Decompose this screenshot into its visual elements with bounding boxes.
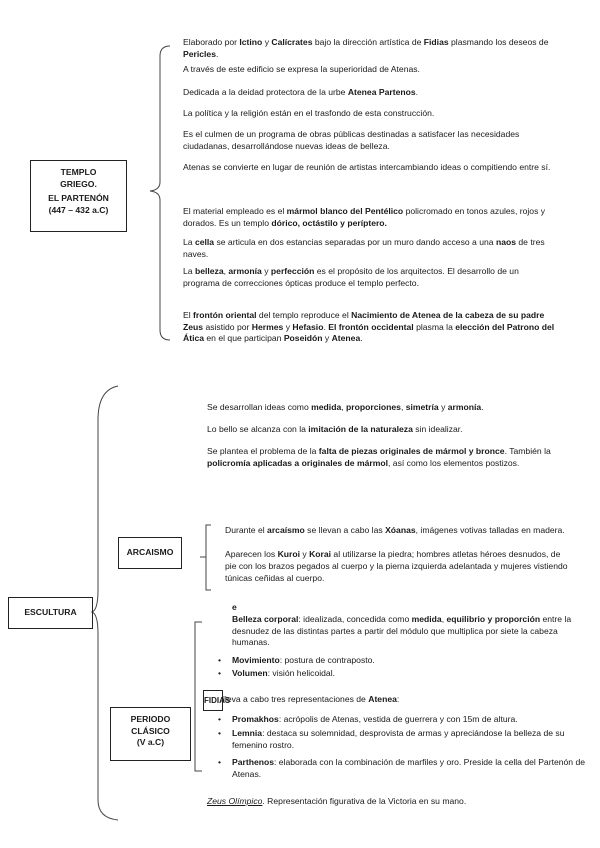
bold-text: frontón oriental xyxy=(193,310,257,320)
belleza-text xyxy=(232,614,592,649)
text-segment: , xyxy=(441,614,447,624)
text-segment: y xyxy=(438,402,448,412)
text-segment: , imágenes votivas talladas en madera. xyxy=(415,525,565,535)
text-segment: Se desarrollan ideas como xyxy=(207,402,312,412)
box-line: EL PARTENÓN xyxy=(48,193,109,203)
arcaismo-text xyxy=(225,524,575,536)
bold-text: naos xyxy=(495,237,517,247)
text-segment: : visión helicoidal. xyxy=(267,668,336,678)
bold-text: elección del Patrono del Ática xyxy=(183,321,555,343)
text-segment: entre la desnudez de las distintas partes a partir del módulo que multiplica por siete la cabeza humanas. xyxy=(232,614,572,647)
zeus-title: Zeus Olímpico xyxy=(207,796,263,806)
box-line: PERIODO xyxy=(130,714,171,724)
bullet-item xyxy=(232,757,587,780)
text-segment: lleva a cabo tres representaciones de xyxy=(223,694,369,704)
bold-text: Xóanas xyxy=(385,525,416,535)
text-segment: de tres naves. xyxy=(183,237,545,259)
text-segment: al utilizarse la piedra; hombres atletas héroes desnudos, de pie con los brazos pegados al cuerpo y la pierna izquierda adelantada y mujeres vistiendo túnicas ceñidas al cuerpo. xyxy=(225,549,568,583)
paragraph xyxy=(183,266,558,289)
paragraph xyxy=(183,37,558,60)
text-segment: A través de este edificio se expresa la superioridad de Atenas. xyxy=(183,64,420,74)
text-segment: : xyxy=(396,694,400,704)
box-line: CLÁSICO xyxy=(131,725,170,736)
text-segment: Atenas se convierte en lugar de reunión de artistas intercambiando ideas o compitiendo entre sí. xyxy=(183,162,551,172)
text-segment: . xyxy=(215,48,219,59)
bold-text: Kuroi xyxy=(277,549,300,559)
box-line: (V a.C) xyxy=(136,737,165,747)
text-segment: del templo reproduce el xyxy=(256,310,352,320)
box-line: (447 – 432 a.C) xyxy=(48,204,109,215)
bold-text: armonía xyxy=(228,266,262,276)
bold-text: Ictino xyxy=(239,37,263,47)
bold-text: Movimiento xyxy=(232,655,280,665)
text-segment: y xyxy=(300,549,310,559)
paragraph xyxy=(207,446,592,469)
bullet-item xyxy=(232,714,587,726)
paragraph xyxy=(183,310,558,345)
text-segment: . xyxy=(360,333,363,343)
bold-text: medida xyxy=(311,402,342,412)
bold-text: Atenea xyxy=(331,333,361,343)
text-segment: : acrópolis de Atenas, vestida de guerrera y con 15m de altura. xyxy=(278,714,518,724)
text-segment: La xyxy=(183,237,195,247)
text-segment: Dedicada a la deidad protectora de la urbe xyxy=(183,87,348,97)
arcaismo-box: ARCAISMO xyxy=(118,537,182,569)
text-segment: plasmando los deseos de xyxy=(448,37,549,47)
text-segment: bajo la dirección artística de xyxy=(312,37,424,47)
bold-text: Calícrates xyxy=(271,37,313,47)
bold-text: Atenea Partenos xyxy=(347,87,416,97)
text-segment: es el propósito de los arquitectos. El desarrollo de un programa de correcciones ópticas produce el templo perfecto. xyxy=(183,266,519,288)
bold-text: Nacimiento de Atenea de la cabeza de su padre Zeus xyxy=(183,310,545,332)
text-segment: Durante el xyxy=(225,525,268,535)
periodo-clasico-box xyxy=(110,707,191,761)
bold-text: simetría xyxy=(405,402,439,412)
bold-text: perfección xyxy=(270,266,315,276)
bold-text: dórico, octástilo y períptero. xyxy=(271,217,387,228)
bold-text: policromía aplicadas a originales de mármol xyxy=(207,457,389,468)
bold-text: arcaísmo xyxy=(267,525,305,535)
bold-text: proporciones xyxy=(346,402,401,412)
text-segment: y xyxy=(261,266,271,276)
bold-text: Hefasio xyxy=(292,321,324,332)
bold-text: El frontón occidental xyxy=(328,321,414,332)
escultura-box: ESCULTURA xyxy=(8,597,93,629)
bold-text: Korai xyxy=(309,549,332,559)
text-segment: La xyxy=(183,266,195,276)
text-segment: Es el culmen de un programa de obras públicas destinadas a satisfacer las necesidades ciudadanas, desarrollándose nuevas ideas de belleza. xyxy=(183,129,520,151)
text-segment: , xyxy=(400,402,406,412)
text-segment: . xyxy=(481,402,484,412)
text-segment: . xyxy=(415,87,419,97)
text-segment: Aparecen los xyxy=(225,549,278,559)
bold-text: Pericles xyxy=(183,48,216,59)
bullet-item xyxy=(232,655,587,667)
text-segment: . xyxy=(323,321,329,332)
text-segment: Se plantea el problema de la xyxy=(207,446,319,456)
bold-text: armonía xyxy=(447,402,482,412)
bullet-item xyxy=(232,728,587,751)
text-segment: , xyxy=(341,402,347,412)
bold-text: belleza xyxy=(194,266,224,276)
fidias-box: FIDIAS xyxy=(203,690,223,711)
text-segment: , xyxy=(223,266,229,276)
text-segment: : elaborada con la combinación de marfiles y oro. Preside la cella del Partenón de Atenas. xyxy=(232,757,586,779)
paragraph xyxy=(183,64,558,76)
text-segment: y xyxy=(322,333,332,343)
text-segment: y xyxy=(283,321,293,332)
paragraph xyxy=(183,237,558,260)
paragraph xyxy=(207,424,592,436)
text-segment: : idealizada, concedida como xyxy=(298,614,412,624)
bold-text: medida xyxy=(411,614,442,624)
zeus-line xyxy=(207,796,466,808)
text-segment: Elaborado por xyxy=(183,37,240,47)
text-segment: : postura de contraposto. xyxy=(279,655,375,665)
text-segment: , así como los elementos postizos. xyxy=(388,457,520,468)
text-segment: : destaca su solemnidad, desprovista de armas y apreciándose la belleza de su femenino rostro. xyxy=(232,728,565,750)
box-line: GRIEGO. xyxy=(60,178,97,189)
bold-text: imitación de la naturaleza xyxy=(308,424,413,434)
stray-letter: e xyxy=(232,602,237,612)
bold-text: Poseidón xyxy=(283,333,323,343)
text-segment: se llevan a cabo las xyxy=(304,525,386,535)
text-segment: . También la xyxy=(504,446,551,456)
text-segment: sin idealizar. xyxy=(412,424,463,434)
text-segment: en el que participan xyxy=(204,333,284,343)
text-segment: La política y la religión están en el trasfondo de esta construcción. xyxy=(183,108,435,118)
bold-text: falta de piezas originales de mármol y bronce xyxy=(318,446,505,456)
arcaismo-text-2 xyxy=(225,548,570,584)
paragraph xyxy=(183,87,558,99)
bold-text: Parthenos xyxy=(232,757,275,767)
bold-text: Belleza corporal xyxy=(232,614,299,624)
text-segment: policromado en tonos azules, rojos y dorados. Es un templo xyxy=(183,206,546,228)
bold-text: Atenea xyxy=(368,694,397,704)
paragraph xyxy=(183,129,558,152)
text-segment: plasma la xyxy=(413,321,456,332)
bold-text: Volumen xyxy=(232,668,268,678)
paragraph xyxy=(207,402,592,414)
bold-text: Fidias xyxy=(423,37,449,47)
bold-text: Lemnia xyxy=(232,728,263,738)
bold-text: Hermes xyxy=(251,321,284,332)
box-line: TEMPLO xyxy=(60,167,97,177)
text-segment: asistido por xyxy=(203,321,252,332)
text-segment: se articula en dos estancias separadas por un muro dando acceso a una xyxy=(214,237,496,247)
text-segment: Lo bello se alcanza con la xyxy=(207,424,309,434)
zeus-text: . Representación figurativa de la Victoria en su mano. xyxy=(262,796,467,806)
paragraph xyxy=(183,162,558,174)
bold-text: mármol blanco del Pentélico xyxy=(286,206,404,216)
bold-text: Promakhos xyxy=(232,714,279,724)
fidias-text xyxy=(223,694,399,706)
bold-text: cella xyxy=(194,237,215,247)
bullet-item xyxy=(232,668,587,680)
bold-text: equilibrio y proporción xyxy=(446,614,541,624)
paragraph xyxy=(183,206,558,229)
paragraph xyxy=(183,108,558,120)
text-segment: El material empleado es el xyxy=(183,206,287,216)
text-segment: El xyxy=(183,310,194,320)
text-segment: y xyxy=(262,37,272,47)
